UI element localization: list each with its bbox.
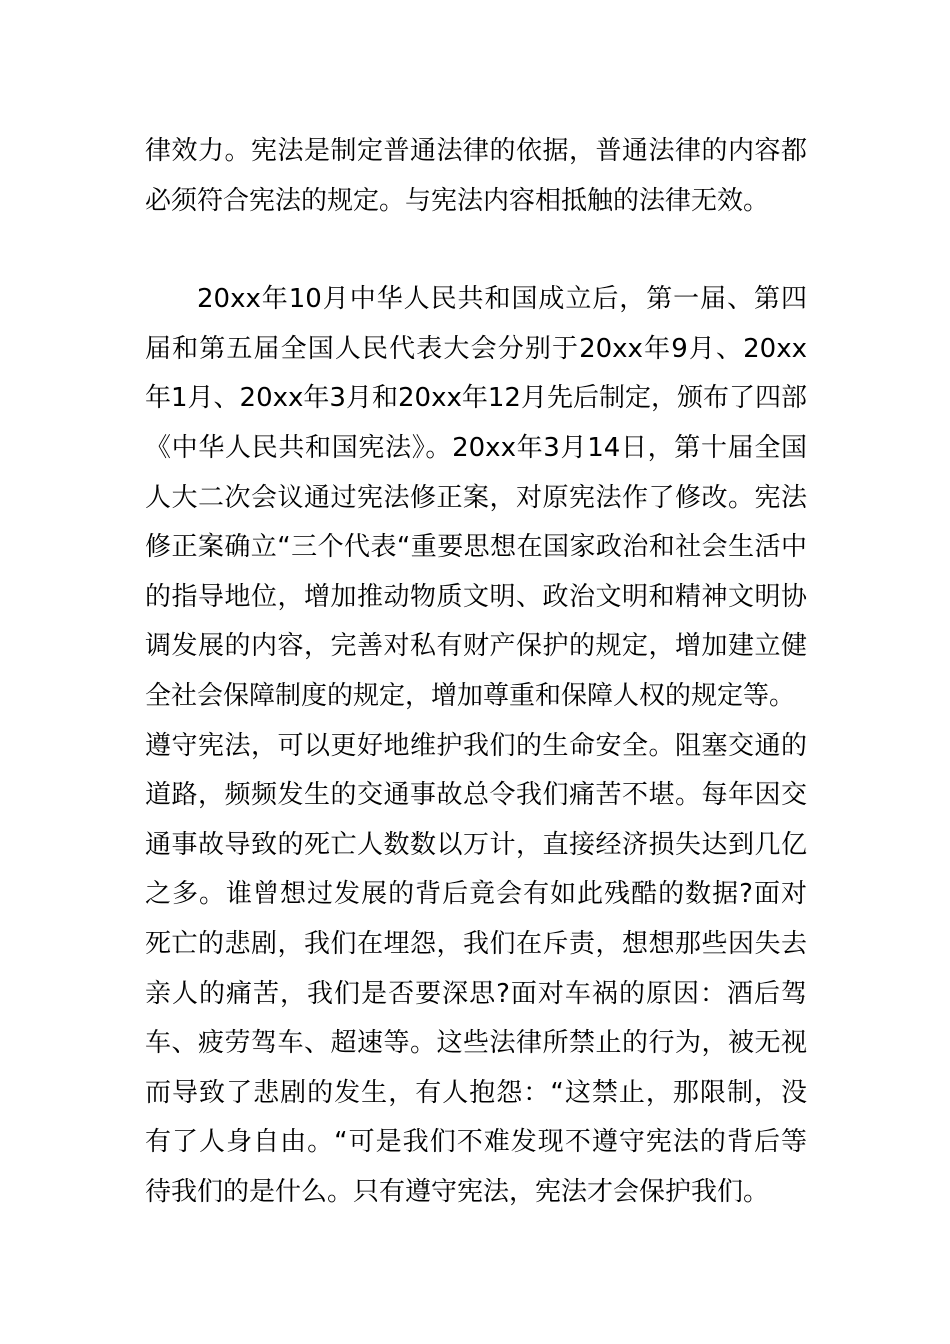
paragraph-1: 律效力。宪法是制定普通法律的依据，普通法律的内容都必须符合宪法的规定。与宪法内容相抵触的法律无效。 [145,136,807,216]
paragraph-3: 遵守宪法，可以更好地维护我们的生命安全。阻塞交通的道路，频频发生的交通事故总令我们痛苦不堪。每年因交通事故导致的死亡人数数以万计，直接经济损失达到几亿之多。谁曾想过发展的背后竟会有如此残酷的数据?面对死亡的悲剧，我们在埋怨，我们在斥责，想想那些因失去亲人的痛苦，我们是否要深思?面对车祸的原因：酒后驾车、疲劳驾车、超速等。这些法律所禁止的行为，被无视而导致了悲剧的发生，有人抱怨：“这禁止，那限制，没有了人身自由。“可是我们不难发现不遵守宪法的背后等待我们的是什么。只有遵守宪法，宪法才会保护我们。 [145,730,807,1207]
document-page [145,127,807,1217]
paragraph-2: 20xx年10月中华人民共和国成立后，第一届、第四届和第五届全国人民代表大会分别于20xx年9月、20xx年1月、20xx年3月和20xx年12月先后制定，颁布了四部《中华人民共和国宪法》。20xx年3月14日，第十届全国人大二次会议通过宪法修正案，对原宪法作了修改。宪法修正案确立“三个代表“重要思想在国家政治和社会生活中的指导地位，增加推动物质文明、政治文明和精神文明协调发展的内容，完善对私有财产保护的规定，增加建立健全社会保障制度的规定，增加尊重和保障人权的规定等。 [145,284,807,711]
